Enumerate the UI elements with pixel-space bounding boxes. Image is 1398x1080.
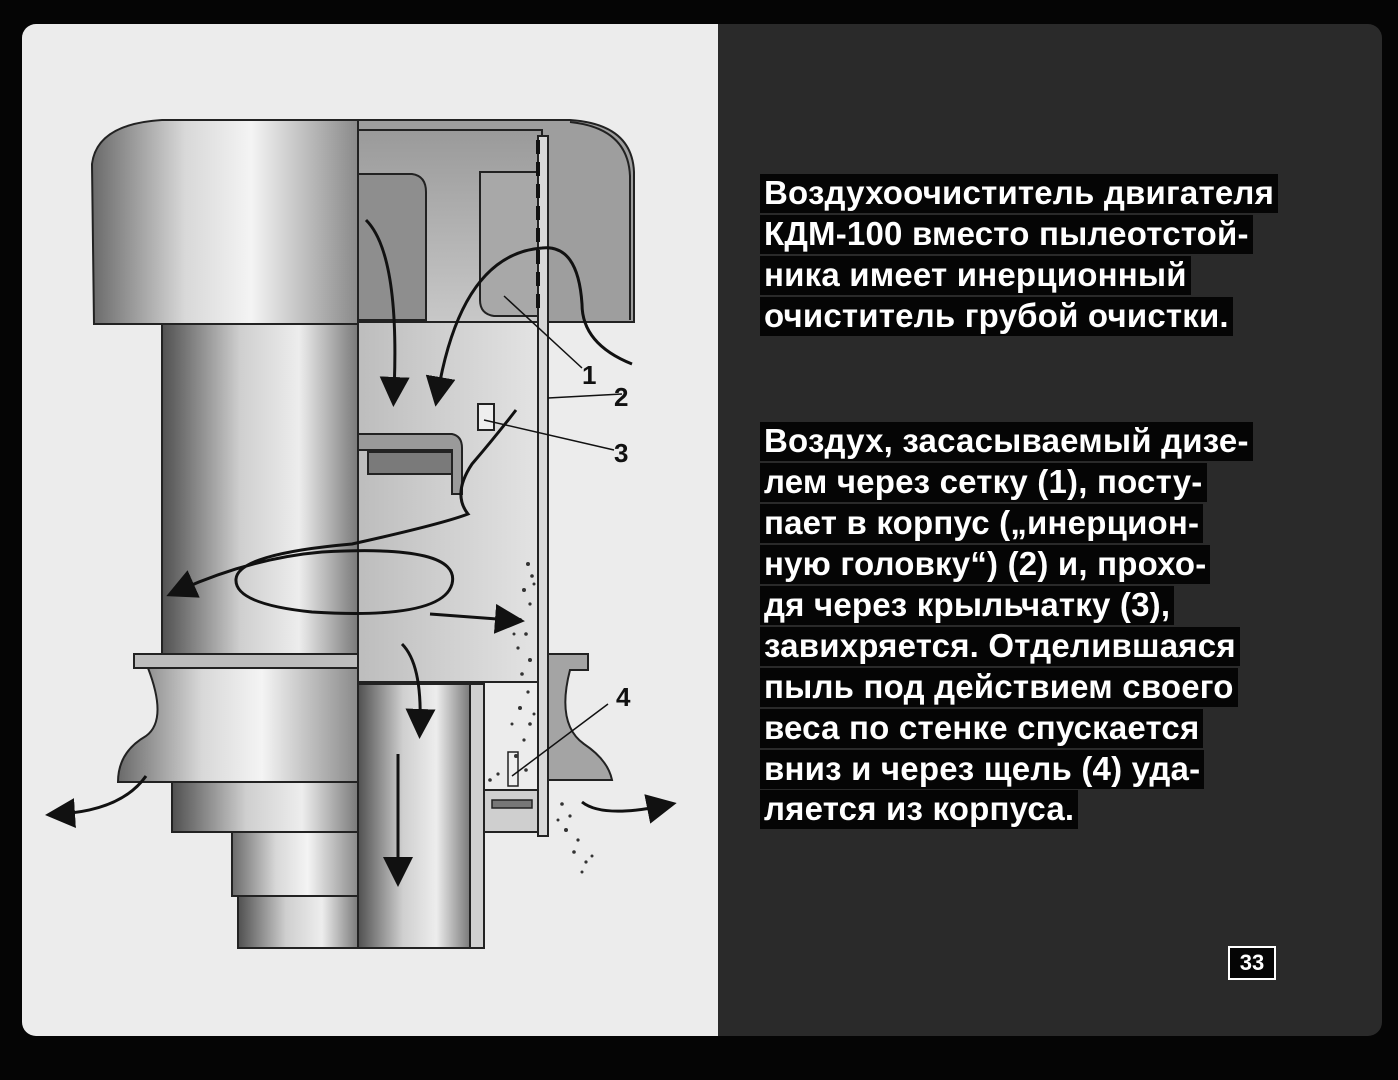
slide bbox=[22, 24, 1382, 1036]
label-1: 1 bbox=[582, 360, 597, 390]
intro-line: ника имеет инерционный bbox=[760, 256, 1191, 295]
body-line: ляется из корпуса. bbox=[760, 790, 1078, 829]
intro-line: очиститель грубой очистки. bbox=[760, 297, 1233, 336]
intro-text bbox=[760, 174, 1300, 338]
body-line: дя через крыльчатку (3), bbox=[760, 586, 1174, 625]
body-line: ную головку“) (2) и, прохо- bbox=[760, 545, 1210, 584]
page-number: 33 bbox=[1228, 946, 1276, 980]
intro-line: Воздухоочиститель двигателя bbox=[760, 174, 1278, 213]
body-line: завихряется. Отделившаяся bbox=[760, 627, 1240, 666]
air-cleaner-diagram bbox=[22, 24, 718, 1036]
body-line: веса по стенке спускается bbox=[760, 709, 1203, 748]
body-line: лем через сетку (1), посту- bbox=[760, 463, 1207, 502]
body-line: Воздух, засасываемый дизе- bbox=[760, 422, 1253, 461]
body-line: пает в корпус („инерцион- bbox=[760, 504, 1203, 543]
diagram-panel bbox=[22, 24, 718, 1036]
body-line: вниз и через щель (4) уда- bbox=[760, 750, 1204, 789]
label-2: 2 bbox=[614, 382, 629, 412]
exterior-housing bbox=[92, 120, 358, 948]
label-3: 3 bbox=[614, 438, 629, 468]
body-line: пыль под действием своего bbox=[760, 668, 1238, 707]
description-text bbox=[760, 422, 1300, 831]
label-4: 4 bbox=[616, 682, 631, 712]
intro-line: КДМ-100 вместо пылеотстой- bbox=[760, 215, 1253, 254]
